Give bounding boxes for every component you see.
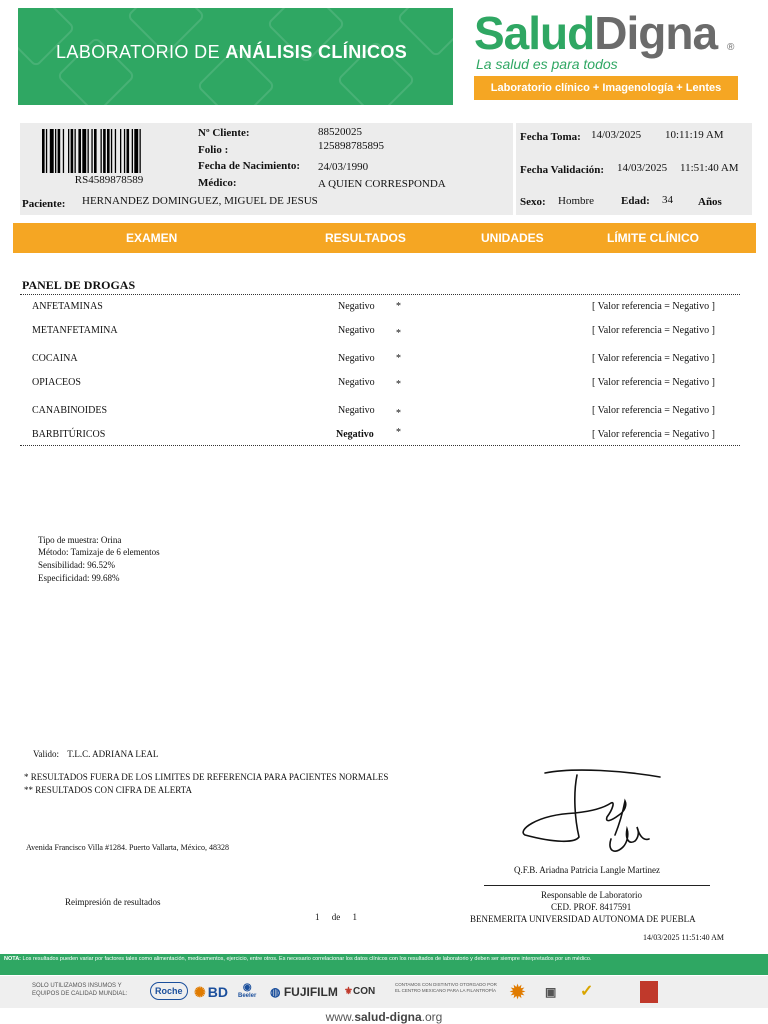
barcode-bar (50, 129, 54, 173)
beeler-eye-icon: ◉ (242, 982, 252, 993)
esr-badge-icon: ✹ (510, 982, 526, 1002)
url-domain: salud-digna (354, 1010, 422, 1024)
website-url[interactable] (0, 1010, 768, 1024)
sample-type: Tipo de muestra: Orina (38, 535, 122, 545)
exam-name: OPIACEOS (32, 377, 81, 388)
column-clinical-limit: LÍMITE CLÍNICO (607, 231, 699, 245)
patient-label: Paciente: (22, 198, 66, 210)
footer-note (4, 956, 764, 963)
sample-time-value: 10:11:19 AM (665, 129, 724, 141)
table-row (0, 377, 768, 397)
note-alert: ** RESULTADOS CON CIFRA DE ALERTA (24, 785, 192, 795)
panel-bottom-divider (20, 445, 740, 446)
page-number (315, 912, 357, 922)
barcode-number: RS4589878589 (74, 174, 144, 186)
exam-result: Negativo (338, 301, 375, 312)
client-value: 88520025 (318, 126, 362, 138)
barcode-bar (82, 129, 86, 173)
logo-digna: Digna (594, 7, 718, 59)
barcode (42, 129, 176, 173)
barcode-bar (124, 129, 125, 173)
validation-time-value: 11:51:40 AM (680, 162, 739, 174)
barcode-bar (140, 129, 141, 173)
fujifilm-mark-icon: ◍ (270, 985, 281, 999)
barcode-bar (132, 129, 133, 173)
exam-reference: [ Valor referencia = Negativo ] (592, 429, 715, 440)
panel-title: PANEL DE DROGAS (22, 278, 136, 292)
barcode-bar (115, 129, 116, 173)
barcode-bar (107, 129, 110, 173)
signer-role: Responsable de Laboratorio (541, 890, 642, 900)
table-row (0, 353, 768, 373)
barcode-bar (103, 129, 106, 173)
signer-university: BENEMERITA UNIVERSIDAD AUTONOMA DE PUEBLA (470, 914, 696, 924)
signature (515, 765, 675, 865)
brand-bd-text: BD (207, 984, 228, 1000)
brand-fujifilm-text: FUJIFILM (283, 985, 338, 999)
exam-flag: * (396, 301, 401, 312)
barcode-bar (127, 129, 130, 173)
bd-mark-icon: ✺ (194, 984, 206, 1000)
brand-logo-roche: Roche (150, 982, 188, 1000)
checkmark-badge-icon: ✓ (580, 983, 594, 1000)
footer-logos (0, 976, 768, 1008)
brand-con-text: CON (352, 986, 376, 997)
banner-title-prefix: LABORATORIO DE (56, 42, 220, 62)
signer-name: Q.F.B. Ariadna Patricia Langle Martinez (514, 865, 660, 875)
seal-badge (640, 981, 658, 1003)
barcode-bar (101, 129, 102, 173)
lab-address: Avenida Francisco Villa #1284. Puerto Vallarta, México, 48328 (26, 843, 230, 852)
page-current: 1 (315, 912, 320, 922)
exam-result: Negativo (338, 325, 375, 336)
exam-reference: [ Valor referencia = Negativo ] (592, 353, 715, 364)
exam-result: Negativo (336, 429, 374, 440)
folio-value: 125898785895 (318, 140, 384, 152)
brand-logo-con (344, 982, 375, 1002)
services-bar: Laboratorio clínico + Imagenología + Lentes (474, 76, 738, 100)
validated-by (33, 749, 158, 759)
exam-flag: * (396, 427, 401, 438)
sex-value: Hombre (558, 195, 595, 207)
barcode-bar (58, 129, 61, 173)
validation-date-label: Fecha Validación: (520, 164, 605, 176)
lab-banner (18, 8, 453, 105)
reprint-label: Reimpresión de resultados (65, 897, 161, 907)
exam-result: Negativo (338, 405, 375, 416)
barcode-bar (75, 129, 76, 173)
table-row (0, 301, 768, 321)
exam-result: Negativo (338, 353, 375, 364)
exam-reference: [ Valor referencia = Negativo ] (592, 405, 715, 416)
exam-name: COCAINA (32, 353, 78, 364)
page-of: de (331, 912, 341, 922)
folio-label: Folio : (198, 144, 229, 156)
validation-date-value: 14/03/2025 (617, 162, 668, 174)
sample-specificity: Especificidad: 99.68% (38, 573, 120, 583)
exam-flag: * (396, 379, 401, 390)
barcode-bar (71, 129, 74, 173)
barcode-bar (91, 129, 92, 173)
distintivo-text: CONTAMOS CON DISTINTIVO OTORGADO POR EL CENTRO MEXICANO PARA LA FILANTROPÍA (395, 982, 497, 993)
barcode-bar (42, 129, 45, 173)
url-prefix: www. (325, 1010, 355, 1024)
barcode-bar (94, 129, 97, 173)
exam-result: Negativo (338, 377, 375, 388)
barcode-bar (46, 129, 47, 173)
barcode-bar (111, 129, 112, 173)
certification-badge-icon: ▣ (545, 985, 557, 999)
banner-title-bold: ANÁLISIS CLÍNICOS (225, 42, 408, 62)
exam-name: BARBITÚRICOS (32, 429, 106, 440)
age-value: 34 (662, 194, 673, 206)
age-label: Edad: (621, 195, 650, 207)
logo-tagline: La salud es para todos (476, 56, 618, 72)
patient-name: HERNANDEZ DOMINGUEZ, MIGUEL DE JESUS (82, 195, 318, 207)
doctor-label: Médico: (198, 177, 237, 189)
exam-flag: * (396, 408, 401, 419)
signature-line (484, 885, 710, 886)
sample-date-value: 14/03/2025 (591, 129, 642, 141)
footer-note-label: NOTA: (4, 956, 22, 962)
sample-method: Método: Tamizaje de 6 elementos (38, 547, 160, 557)
exam-reference: [ Valor referencia = Negativo ] (592, 301, 715, 312)
client-label: Nº Cliente: (198, 127, 250, 139)
sample-sensitivity: Sensibilidad: 96.52% (38, 560, 115, 570)
table-row (0, 429, 768, 449)
table-row (0, 325, 768, 345)
barcode-bar (68, 129, 69, 173)
footer-note-text: Los resultados pueden variar por factores tales como alimentación, medicamentos, ejercicio, entre otros. Es necesario correlacionar los datos clínicos con los resultados de laboratorio y deben ser siempre interpretados por un médico. (22, 956, 592, 962)
age-unit: Años (698, 196, 722, 208)
column-results: RESULTADOS (325, 231, 406, 245)
barcode-bar (78, 129, 81, 173)
page-total: 1 (352, 912, 357, 922)
signer-license: CED. PROF. 8417591 (551, 902, 632, 912)
doctor-value: A QUIEN CORRESPONDA (318, 178, 446, 190)
brand-logo-fujifilm (270, 982, 338, 1002)
logo-registered-mark: ® (727, 42, 735, 53)
table-row (0, 405, 768, 425)
sample-date-label: Fecha Toma: (520, 131, 581, 143)
banner-title (56, 42, 407, 63)
validated-by-label: Valido: (33, 749, 59, 759)
birth-date-label: Fecha de Nacimiento: (198, 160, 301, 172)
salud-digna-logo (474, 7, 718, 59)
note-out-of-range: * RESULTADOS FUERA DE LOS LIMITES DE REFERENCIA PARA PACIENTES NORMALES (24, 772, 389, 782)
quality-supplies-text: SOLO UTILIZAMOS INSUMOS Y EQUIPOS DE CALIDAD MUNDIAL: (32, 983, 128, 997)
exam-flag: * (396, 353, 401, 364)
sex-label: Sexo: (520, 196, 546, 208)
brand-beeler-text: Beeler (238, 993, 257, 999)
barcode-bar (55, 129, 56, 173)
brand-logo-beeler (238, 984, 256, 1004)
exam-name: METANFETAMINA (32, 325, 118, 336)
url-suffix: .org (421, 1010, 443, 1024)
exam-reference: [ Valor referencia = Negativo ] (592, 377, 715, 388)
validated-by-value: T.L.C. ADRIANA LEAL (67, 749, 159, 759)
print-timestamp: 14/03/2025 11:51:40 AM (643, 933, 725, 942)
panel-top-divider (20, 294, 740, 295)
barcode-bar (134, 129, 138, 173)
barcode-bar (120, 129, 121, 173)
brand-logo-bd (194, 982, 228, 1002)
logo-salud: Salud (474, 7, 595, 59)
barcode-bar (63, 129, 64, 173)
exam-name: ANFETAMINAS (32, 301, 103, 312)
barcode-bar (88, 129, 89, 173)
exam-flag: * (396, 328, 401, 339)
con-mark-icon: ⚜ (344, 986, 353, 997)
exam-reference: [ Valor referencia = Negativo ] (592, 325, 715, 336)
birth-date-value: 24/03/1990 (318, 161, 369, 173)
exam-name: CANABINOIDES (32, 405, 107, 416)
column-exam: EXAMEN (126, 231, 178, 245)
column-units: UNIDADES (481, 231, 544, 245)
results-table-header (13, 223, 756, 253)
